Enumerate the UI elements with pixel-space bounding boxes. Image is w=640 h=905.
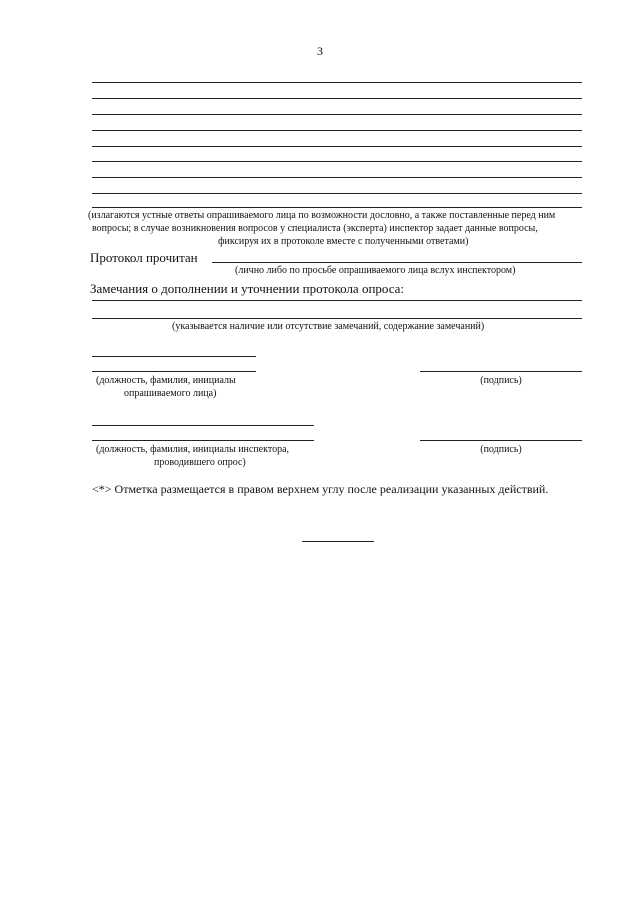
inspector-position-hint-1: (должность, фамилия, инициалы инспектора, [96,444,290,455]
page-number: 3 [317,44,323,58]
answer-line [92,207,582,208]
answers-hint-line-1: (излагаются устные ответы опрашиваемого лица по возможности дословно, а также поставленные перед ним [88,210,556,221]
answers-hint-line-2: вопросы; в случае возникновения вопросов у специалиста (эксперта) инспектор задает данные вопросы, [92,223,538,234]
answers-hint-line-3: фиксируя их в протоколе вместе с полученными ответами) [218,236,469,247]
inspector-line [92,440,314,441]
end-rule [302,541,374,542]
remarks-line [92,300,582,301]
answer-line [92,130,582,131]
inspector-signature-line [420,440,582,441]
remarks-label: Замечания о дополнении и уточнении протокола опроса: [90,281,405,296]
protocol-read-label: Протокол прочитан [90,250,198,265]
protocol-read-hint: (лично либо по просьбе опрашиваемого лица вслух инспектором) [235,265,516,276]
answer-line [92,82,582,83]
inspector-line [92,425,314,426]
answer-line [92,114,582,115]
remarks-hint: (указывается наличие или отсутствие замечаний, содержание замечаний) [172,321,485,332]
respondent-position-hint-2: опрашиваемого лица) [124,388,217,399]
respondent-line [92,356,256,357]
answer-line [92,146,582,147]
respondent-signature-hint: (подпись) [480,375,522,386]
respondent-signature-line [420,371,582,372]
answer-line [92,177,582,178]
answer-line [92,161,582,162]
answer-line [92,98,582,99]
inspector-signature-hint: (подпись) [480,444,522,455]
respondent-line [92,371,256,372]
protocol-read-line [212,262,582,263]
footnote: <*> Отметка размещается в правом верхнем углу после реализации указанных действий. [92,482,549,496]
remarks-line [92,318,582,319]
respondent-position-hint-1: (должность, фамилия, инициалы [96,375,236,386]
answer-line [92,193,582,194]
inspector-position-hint-2: проводившего опрос) [154,457,246,468]
